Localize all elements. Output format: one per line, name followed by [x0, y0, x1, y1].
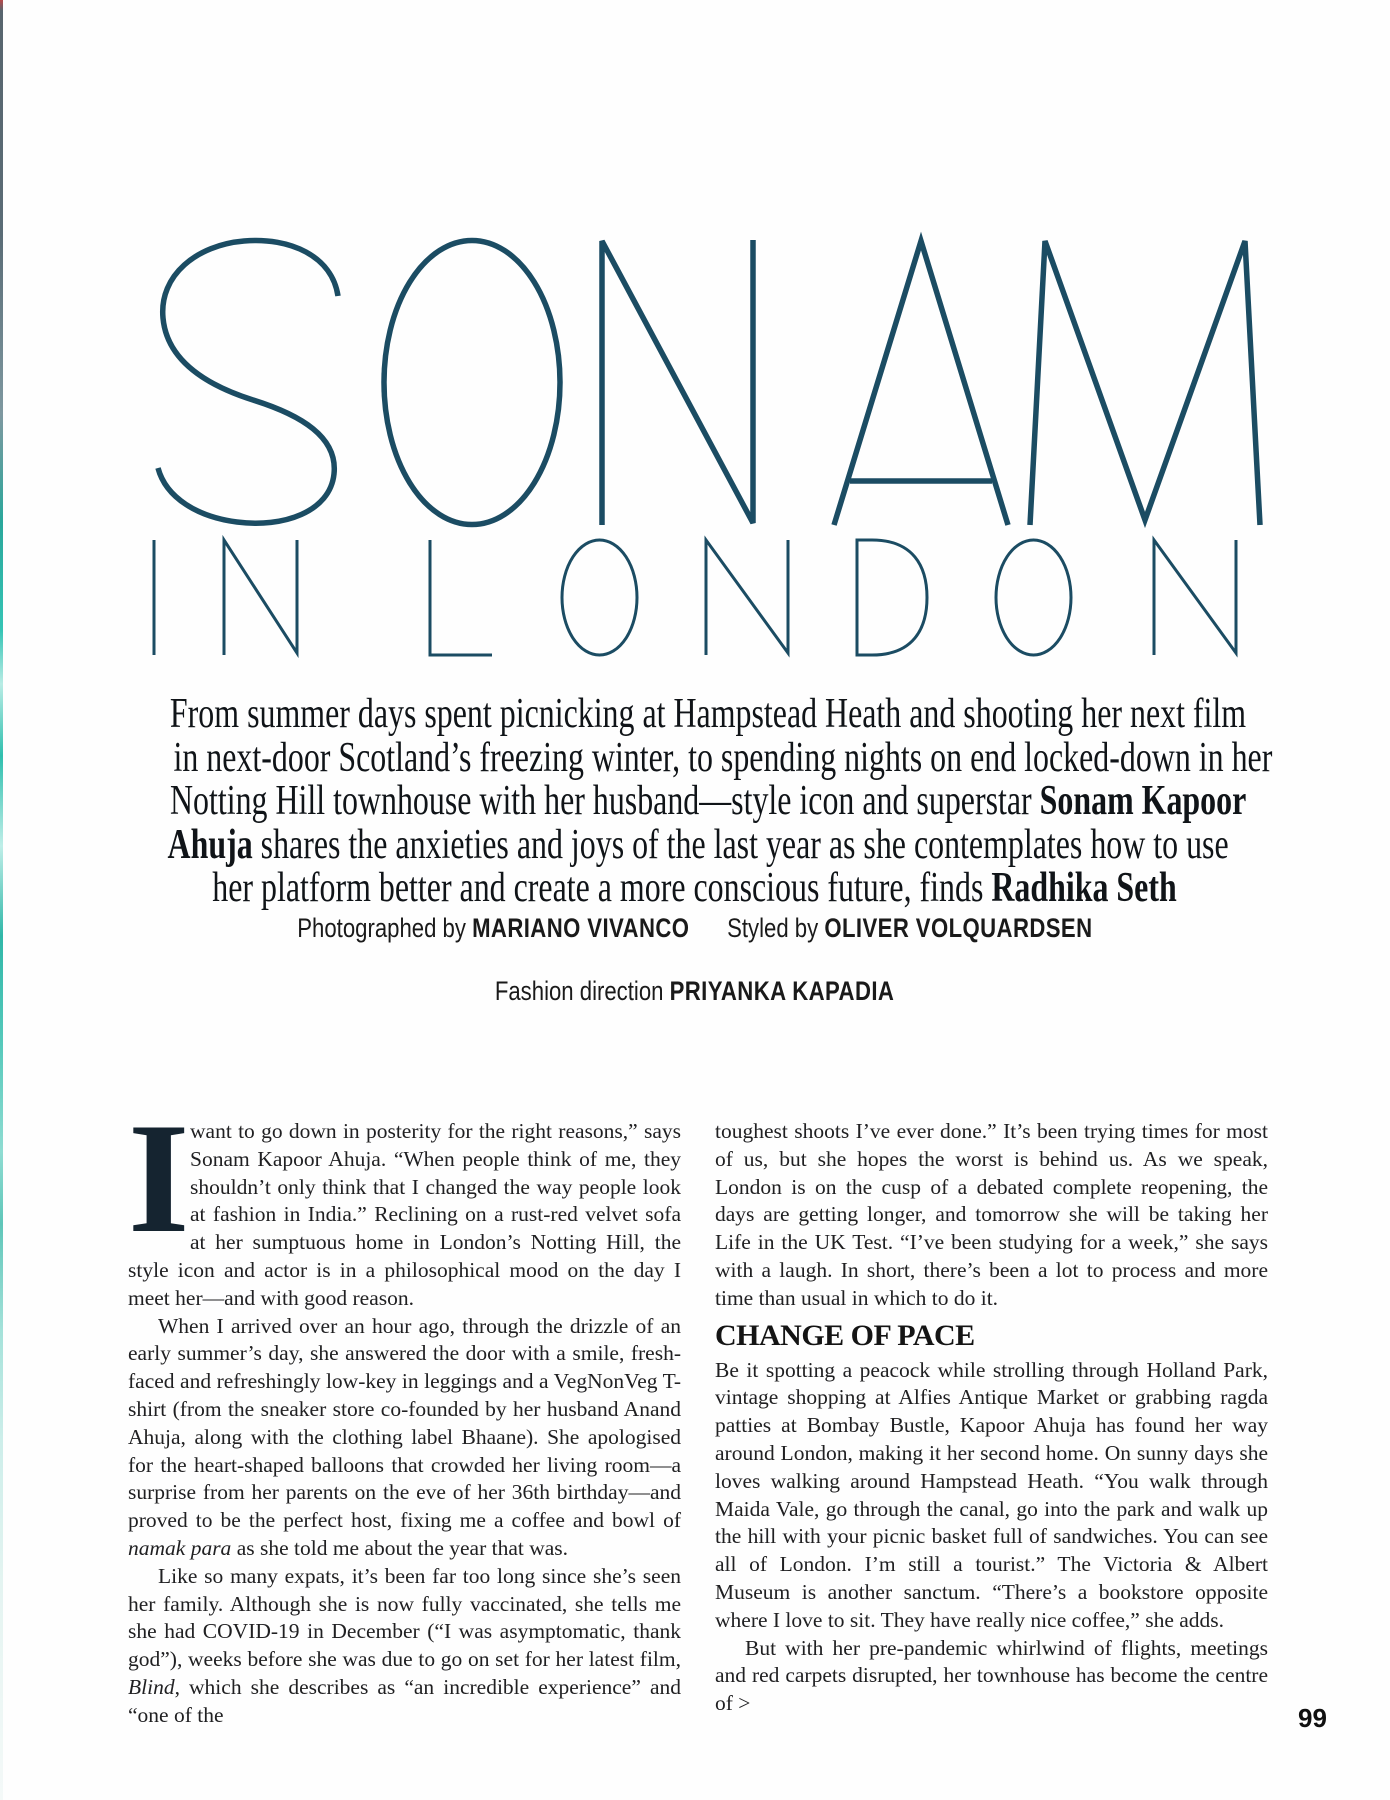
body-paragraph	[128, 1091, 681, 1313]
credits-fashion-direction	[0, 976, 1390, 1006]
text-segment: , which she describes as “an incredible experience” and “one of the	[128, 1674, 681, 1727]
text-segment: Radhika Seth	[991, 865, 1178, 911]
text-segment: Styled by	[727, 913, 825, 943]
text-segment: Be it spotting a peacock while strolling through Holland Park, vintage shopping at Alfies Antique Market or grabbing ragda patties at Bombay Bustle, Kapoor Ahuja has found her way around London, making it her second home. On sunny days she loves walking around Hampstead Heath. “You walk through Maida Vale, go through the canal, go into the park and walk up the hill with your picnic basket full of sandwiches. You can see all of London. I’m still a tourist.” The Victoria & Albert Museum is another sanctum. “There’s a bookstore opposite where I love to sit. They have really nice coffee,” she adds.	[715, 1357, 1268, 1632]
text-segment: her platform better and create a more conscious future, finds	[212, 865, 992, 911]
standfirst-line-text	[167, 821, 1229, 868]
text-segment: Blind	[128, 1674, 175, 1699]
standfirst-line-text	[213, 867, 1177, 911]
text-segment: Notting Hill townhouse with her husband—style icon and superstar	[169, 778, 1040, 824]
text-segment: namak para	[128, 1535, 232, 1560]
page-number: 99	[1298, 1703, 1327, 1733]
credits-photography	[0, 913, 1390, 943]
text-segment: PRIYANKA KAPADIA	[670, 976, 895, 1006]
text-segment: OLIVER VOLQUARDSEN	[824, 913, 1093, 943]
section-heading: CHANGE OF PACE	[715, 1318, 975, 1352]
article-column-left	[128, 1091, 681, 1730]
standfirst-line-3	[0, 780, 1390, 824]
text-segment: shares the anxieties and joys of the last year as she contemplates how to use	[252, 821, 1229, 868]
text-segment: Ahuja	[167, 821, 253, 868]
standfirst-line-4	[0, 821, 1390, 868]
body-paragraph	[715, 1357, 1268, 1635]
standfirst-line-text	[170, 693, 1246, 737]
text-segment: in next-door Scotland’s freezing winter, to spending nights on end locked-down in her	[173, 734, 1273, 781]
standfirst-line-1	[0, 693, 1390, 737]
text-segment: Like so many expats, it’s been far too long since she’s seen her family. Although she is now fully vaccinated, she tells me she had COVID-19 in December (“I was asymptomatic, thank god”), weeks before she was due to go on set for her latest film,	[128, 1563, 681, 1672]
text-segment: Fashion direction	[495, 976, 671, 1006]
credit-line-text	[495, 976, 894, 1006]
standfirst-line-5	[0, 867, 1390, 911]
standfirst	[0, 693, 1390, 911]
text-segment: as she told me about the year that was.	[231, 1535, 569, 1560]
headline-sonam	[158, 240, 1260, 525]
text-segment: want to go down in posterity for the right reasons,” says Sonam Kapoor Ahuja. “When people think of me, they shouldn’t only think that I changed the way people look at fashion in India.” Reclining on a rust-red velvet sofa at her sumptuous home in London’s Notting Hill, the style icon and actor is in a philosophical mood on the day I meet her—and with good reason.	[128, 1119, 681, 1310]
body-paragraph	[715, 1635, 1268, 1718]
article-body	[128, 1091, 1268, 1730]
text-segment: But with her pre-pandemic whirlwind of flights, meetings and red carpets disrupted, her townhouse has become the centre of >	[715, 1635, 1268, 1716]
standfirst-line-2	[0, 734, 1390, 781]
credit-line-text	[297, 913, 1092, 943]
text-segment: MARIANO VIVANCO	[472, 913, 690, 943]
body-paragraph	[128, 1313, 681, 1563]
text-segment: When I arrived over an hour ago, through the drizzle of an early summer’s day, she answered the door with a smile, fresh-faced and refreshingly low-key in leggings and a VegNonVeg T-shirt (from the sneaker store co-founded by her husband Anand Ahuja, along with the clothing label Bhaane). She apologised for the heart-shaped balloons that crowded her living room—a surprise from her parents on the eve of her 36th birthday—and proved to be the perfect host, fixing me a coffee and bowl of	[128, 1313, 681, 1533]
text-segment: Sonam Kapoor	[1039, 778, 1247, 824]
text-segment: toughest shoots I’ve ever done.” It’s been trying times for most of us, but she hopes the worst is behind us. As we speak, London is on the cusp of a debated complete reopening, the days are getting longer, and tomorrow she will be taking her Life in the UK Test. “I’ve been studying for a week,” she says with a laugh. In short, there’s been a lot to process and more time than usual in which to do it.	[715, 1119, 1268, 1310]
text-segment: From summer days spent picnicking at Hampstead Heath and shooting her next film	[169, 691, 1247, 737]
headline-display-lettering	[0, 0, 1390, 660]
body-paragraph	[715, 1118, 1268, 1313]
standfirst-line-text	[170, 780, 1246, 824]
article-column-right	[715, 1118, 1268, 1730]
drop-cap: I	[128, 1091, 190, 1266]
text-segment: Photographed by	[297, 913, 473, 943]
standfirst-line-text	[173, 734, 1273, 781]
body-paragraph	[128, 1563, 681, 1730]
headline-in-london	[154, 540, 1236, 655]
